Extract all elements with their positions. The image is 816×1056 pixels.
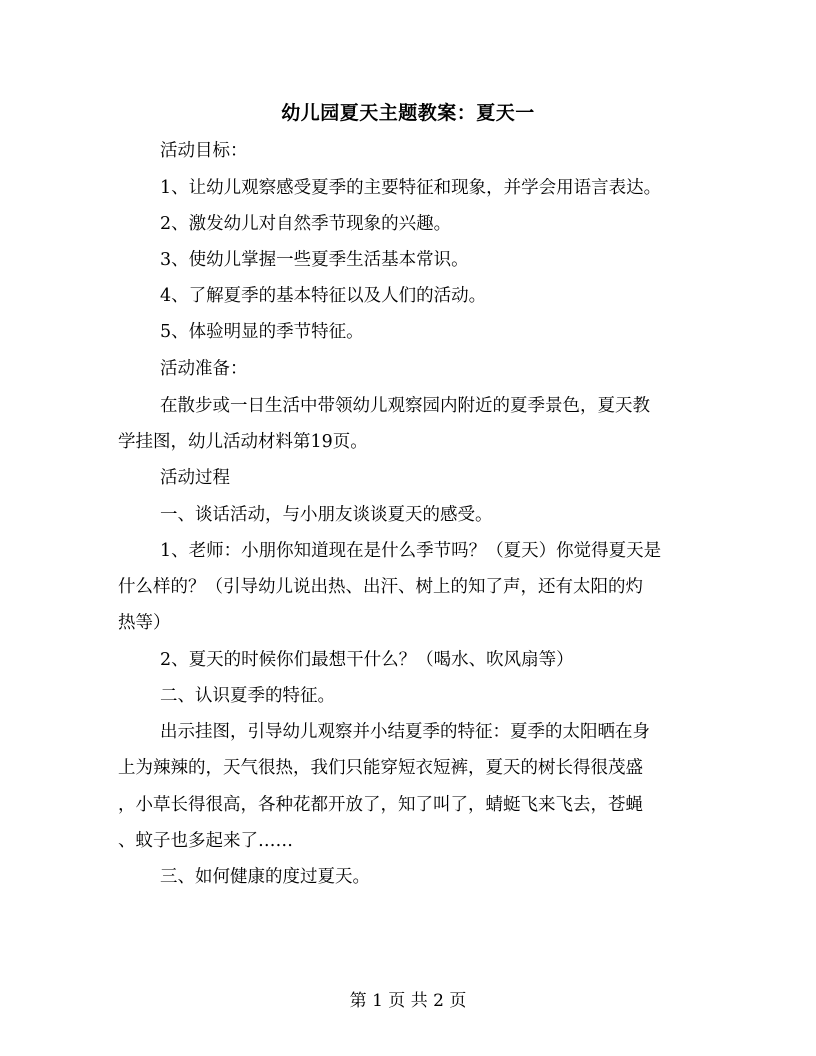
step-1-item-1-line-1: 1、老师：小朋你知道现在是什么季节吗？（夏天）你觉得夏天是 bbox=[160, 541, 662, 561]
step-2-text-line-1: 出示挂图，引导幼儿观察并小结夏季的特征：夏季的太阳晒在身 bbox=[160, 722, 650, 742]
objective-2: 2、激发幼儿对自然季节现象的兴趣。 bbox=[160, 214, 452, 234]
step-2-text-line-3: ，小草长得很高，各种花都开放了，知了叫了，蜻蜓飞来飞去，苍蝇 bbox=[118, 795, 643, 815]
document-title: 幼儿园夏天主题教案：夏天一 bbox=[281, 102, 535, 124]
section-heading-preparation: 活动准备： bbox=[160, 359, 248, 379]
page-footer: 第 1 页 共 2 页 bbox=[349, 991, 467, 1011]
step-1-heading: 一、谈话活动，与小朋友谈谈夏天的感受。 bbox=[160, 505, 493, 525]
section-heading-process: 活动过程 bbox=[160, 468, 230, 488]
step-3-heading: 三、如何健康的度过夏天。 bbox=[160, 867, 370, 887]
preparation-text-line-1: 在散步或一日生活中带领幼儿观察园内附近的夏季景色，夏天教 bbox=[160, 396, 650, 416]
step-1-item-2: 2、夏天的时候你们最想干什么？（喝水、吹风扇等） bbox=[160, 650, 574, 670]
step-2-text-line-2: 上为辣辣的，天气很热，我们只能穿短衣短裤，夏天的树长得很茂盛 bbox=[118, 758, 643, 778]
objective-4: 4、了解夏季的基本特征以及人们的活动。 bbox=[160, 286, 487, 306]
objective-5: 5、体验明显的季节特征。 bbox=[160, 322, 364, 342]
section-heading-objectives: 活动目标： bbox=[160, 141, 248, 161]
objective-1: 1、让幼儿观察感受夏季的主要特征和现象，并学会用语言表达。 bbox=[160, 178, 662, 198]
preparation-text-line-2: 学挂图，幼儿活动材料第19页。 bbox=[118, 432, 368, 452]
step-2-text-line-4: 、蚊子也多起来了…… bbox=[118, 831, 293, 851]
step-1-item-1-line-2: 什么样的？（引导幼儿说出热、出汗、树上的知了声，还有太阳的灼 bbox=[118, 577, 643, 597]
objective-3: 3、使幼儿掌握一些夏季生活基本常识。 bbox=[160, 250, 469, 270]
step-1-item-1-line-3: 热等） bbox=[118, 613, 171, 633]
step-2-heading: 二、认识夏季的特征。 bbox=[160, 686, 335, 706]
